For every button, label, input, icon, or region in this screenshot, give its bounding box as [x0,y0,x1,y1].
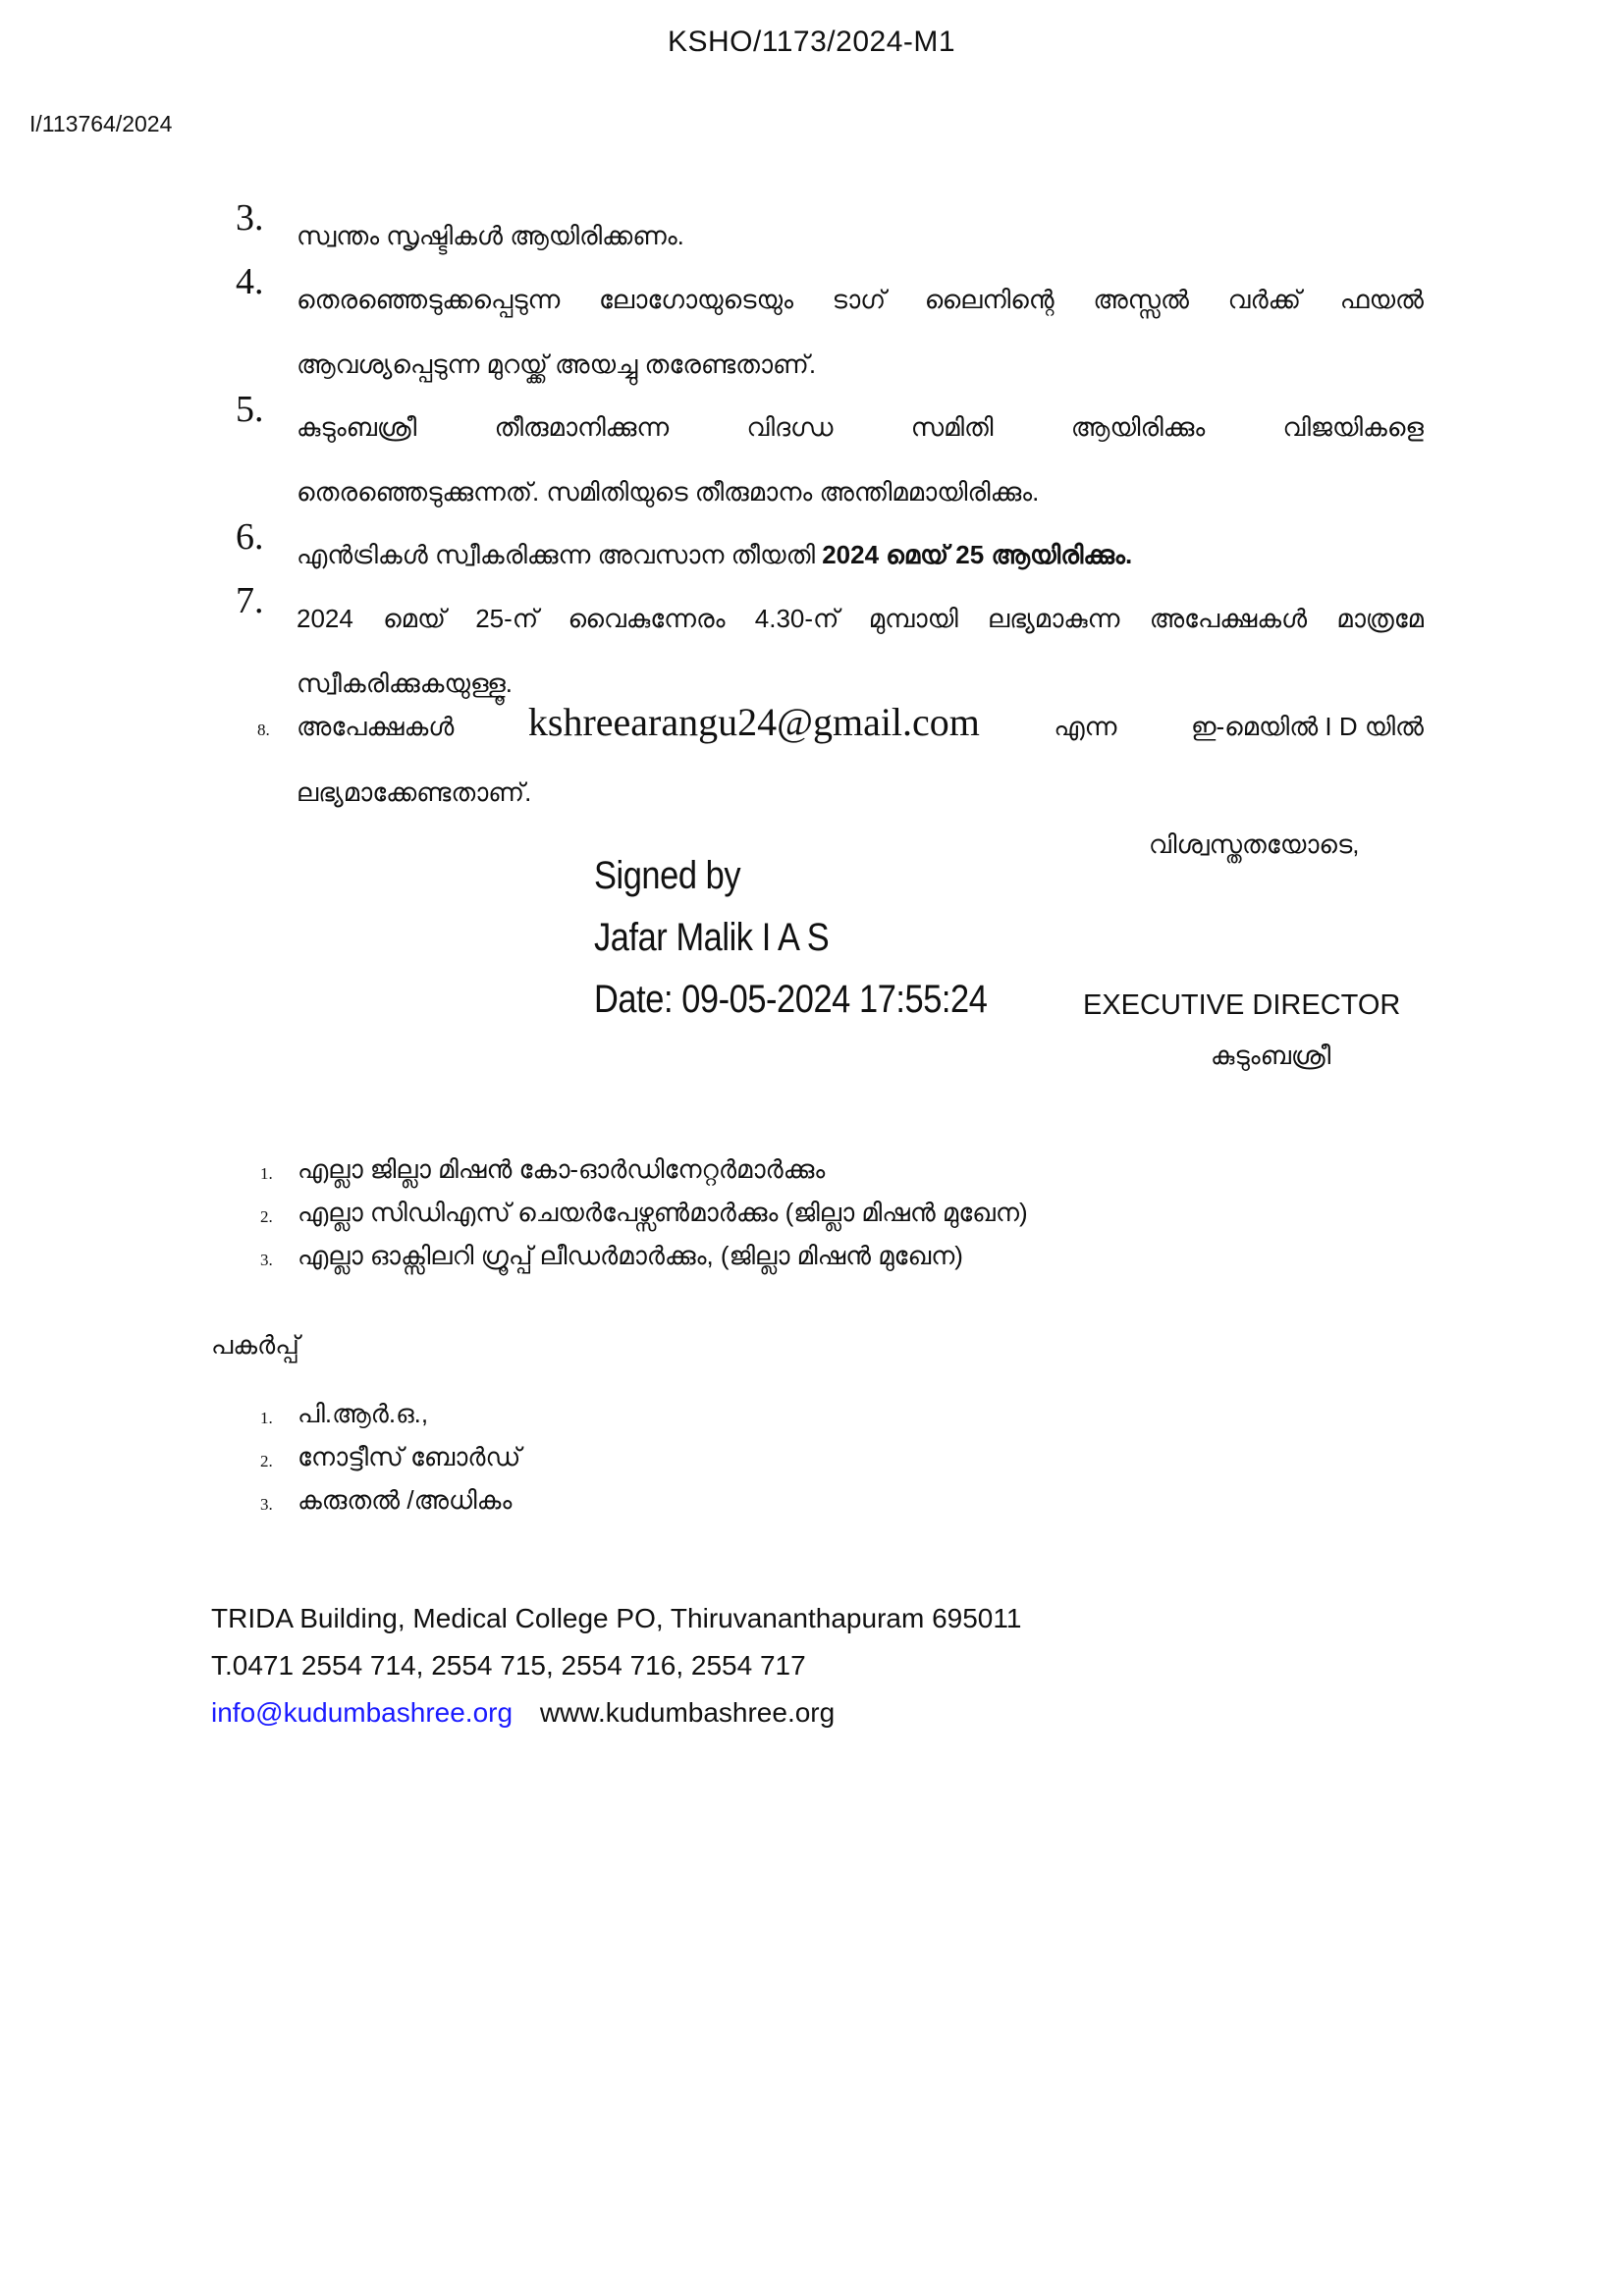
item-text: എൻട്രികൾ സ്വീകരിക്കുന്ന അവസാന തീയതി 2024 മെയ് 25 ആയിരിക്കും. [297,540,1133,569]
item-number: 6. [236,516,264,558]
footer-contact [211,1697,835,1729]
item-text: കുടുംബശ്രീ തീരുമാനിക്കുന്ന വിദഗ്ധ സമിതി ആയിരിക്കും വിജയികളെ തെരഞ്ഞെടുക്കുന്നത്. സമിതിയുടെ തീരുമാനം അന്തിമമായിരിക്കും. [297,412,1424,507]
item-number: 5. [236,389,264,430]
item-text: ഇ-മെയിൽ I D യിൽ [1190,712,1424,741]
item-text: എന്ന [1054,712,1117,741]
signature-date: Date: 09-05-2024 17:55:24 [594,978,988,1021]
item-text: അപേക്ഷകൾ [297,712,455,741]
item-text: സ്വന്തം സൃഷ്ടികൾ ആയിരിക്കണം. [297,221,684,250]
designation: EXECUTIVE DIRECTOR [1083,989,1401,1021]
item-text: തെരഞ്ഞെടുക്കപ്പെടുന്ന ലോഗോയുടെയും ടാഗ് ലൈനിന്റെ അസ്സൽ വർക്ക് ഫയൽ ആവശ്യപ്പെടുന്ന മുറയ്ക്ക് അയച്ചു തരേണ്ടതാണ്. [297,285,1424,379]
file-number: I/113764/2024 [29,111,173,136]
deadline-text: 2024 മെയ് 25 ആയിരിക്കും. [822,540,1133,569]
item-number: 3. [236,197,264,239]
organization-name: കുടുംബശ്രീ [1211,1041,1331,1070]
document-reference: KSHO/1173/2024-M1 [667,26,956,58]
footer-phone: T.0471 2554 714, 2554 715, 2554 716, 2554 717 [211,1650,806,1681]
item-number: 7. [236,580,264,621]
item-text: ലഭ്യമാക്കേണ്ടതാണ്. [297,777,532,807]
digital-signature-label: Signed by [594,854,741,897]
item-number: 8. [257,721,270,739]
submission-email[interactable]: kshreearangu24@gmail.com [527,700,980,744]
item-number: 4. [236,261,264,302]
signer-name: Jafar Malik I A S [594,916,830,959]
item-text: 2024 മെയ് 25-ന് വൈകുന്നേരം 4.30-ന് മുമ്പായി ലഭ്യമാകുന്ന അപേക്ഷകൾ മാത്രമേ സ്വീകരിക്കുകയുള്ളൂ. [297,604,1424,698]
footer-website-link[interactable]: www.kudumbashree.org [539,1697,836,1728]
footer-email-link[interactable]: info@kudumbashree.org [211,1697,514,1728]
copy-to-heading: പകർപ്പ് [211,1330,299,1360]
footer-address: TRIDA Building, Medical College PO, Thiruvananthapuram 695011 [211,1603,1022,1633]
closing-salutation: വിശ്വസ്തതയോടെ, [1149,829,1360,859]
